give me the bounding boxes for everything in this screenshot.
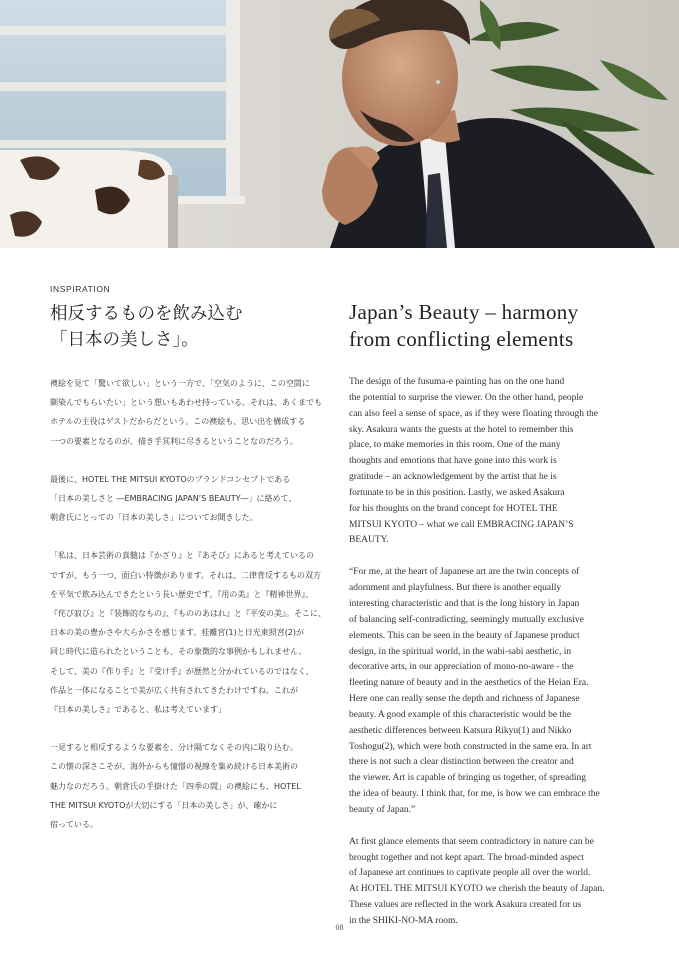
text-line: を平気で飲み込んできたという長い歴史です。『用の美』と『精神世界』、 [50, 589, 314, 599]
text-line: thoughts and emotions that have gone into this work is [349, 456, 557, 467]
text-line: 朝倉氏にとっての「日本の美しさ」についてお聞きした。 [50, 513, 258, 523]
text-line: Toshogu(2), which were both constructed in the same era. In art [349, 741, 592, 752]
text-line: there is not such a clear distinction between the creator and [349, 757, 574, 768]
title-en-line: Japan’s Beauty – harmony [349, 300, 579, 324]
text-line: “For me, at the heart of Japanese art are the twin concepts of [349, 567, 580, 578]
text-line: 馴染んでもらいたい」という想いもあわせ持っている。それは、あくまでも [50, 398, 322, 408]
text-line: 「私は、日本芸術の真髄は『かざり』と『あそび』にあると考えているの [50, 551, 314, 561]
title-english [349, 299, 639, 353]
text-line: THE MITSUI KYOTOが大切にする「日本の美しさ」が、確かに [50, 800, 278, 810]
text-line: 同じ時代に造られたということも、その象徴的な事例かもしれません。 [50, 647, 307, 657]
text-line: fortunate to be in this position. Lastly, we asked Asakura [349, 487, 565, 498]
text-line: in the SHIKI-NO-MA room. [349, 916, 458, 926]
text-line: These values are reflected in the work Asakura created for us [349, 900, 582, 911]
text-line: sky. Asakura wants the guests at the hotel to remember this [349, 424, 574, 435]
text-line: decorative arts, in our appreciation of mono-no-aware - the [349, 662, 574, 673]
text-line: この懐の深さこそが、海外からも憧憬の視線を集め続ける日本美術の [50, 762, 298, 772]
text-line: At first glance elements that seem contradictory in nature can be [349, 836, 594, 847]
english-body [349, 375, 631, 946]
text-line: 宿っている。 [50, 820, 98, 830]
text-line: fleeting nature of beauty and in the aesthetics of the Heian Era. [349, 678, 589, 689]
text-line: design, in the spiritual world, in the wabi-sabi aesthetic, in [349, 646, 572, 657]
text-line: aesthetic differences between Katsura Rikyu(1) and Nikko [349, 725, 572, 736]
text-line: The design of the fusuma-e painting has on the one hand [349, 377, 565, 387]
text-line: At HOTEL THE MITSUI KYOTO we cherish the beauty of Japan. [349, 884, 605, 895]
hero-photo [0, 0, 679, 248]
paragraph [50, 470, 332, 528]
text-line: the idea of beauty. I think that, for me, is how we can embrace the [349, 789, 600, 800]
title-ja-line: 相反するものを飲み込む [50, 304, 243, 324]
text-line: of balancing self-contradicting, seemingly mutually exclusive [349, 614, 584, 625]
text-line: MITSUI KYOTO – what we call EMBRACING JAPAN’S [349, 519, 574, 530]
page-number: 08 [335, 923, 344, 932]
section-label: INSPIRATION [50, 284, 111, 294]
text-line: 最後に、HOTEL THE MITSUI KYOTOのブランドコンセプトである [50, 474, 291, 484]
paragraph [349, 565, 631, 819]
text-line: adornment and playfulness. But there is another equally [349, 583, 562, 594]
title-japanese [50, 301, 320, 353]
paragraph [50, 546, 332, 719]
paragraph [50, 738, 332, 834]
text-line: gratitude – an acknowledgement by the artist that he is [349, 472, 557, 483]
text-line: brought together and not kept apart. The broad-minded aspect [349, 852, 584, 863]
text-line: of Japanese art continues to captivate people all over the world. [349, 868, 591, 879]
text-line: ですが、もう一つ、面白い特徴があります。それは、二律背反するもの双方 [50, 570, 322, 580]
text-line: 『日本の美しさ』であると、私は考えています」 [50, 705, 226, 715]
text-line: 一つの要素となるのが、描き手冥利に尽きるということなのだろう。 [50, 436, 298, 446]
text-line: interesting characteristic and that is the long history in Japan [349, 598, 580, 609]
text-line: place, to make memories in this room. One of the many [349, 440, 561, 451]
text-line: 『侘び寂び』と『装飾的なもの』、『もののあはれ』と『平安の美』。そこに、 [50, 609, 326, 619]
paragraph [349, 375, 631, 549]
paragraph [349, 835, 631, 930]
text-line: 作品と一体になることで美が広く共有されてきたわけですね。これが [50, 685, 298, 695]
japanese-body [50, 374, 332, 853]
text-line: beauty of Japan.” [349, 804, 416, 815]
paragraph [50, 374, 332, 451]
text-line: can also feel a sense of space, as if they were floating through the [349, 408, 599, 419]
text-line: for his thoughts on the brand concept for HOTEL THE [349, 503, 558, 514]
text-line: 一見すると相反するような要素を、分け隔てなくその内に取り込む。 [50, 743, 298, 753]
text-line: beauty. A good example of this characteristic would be the [349, 709, 572, 720]
text-line: elements. This can be seen in the beauty of Japanese product [349, 630, 580, 641]
text-line: the potential to surprise the viewer. On the other hand, people [349, 392, 584, 403]
text-line: BEAUTY. [349, 535, 389, 546]
title-ja-line: 「日本の美しさ」。 [50, 330, 199, 350]
text-line: ホテルの主役はゲストだからだという。この襖絵も、思い出を構成する [50, 417, 306, 427]
text-line: 襖絵を見て「驚いて欲しい」という一方で、「空気のように、この空間に [50, 379, 310, 388]
text-line: 「日本の美しさと ―EMBRACING JAPAN’S BEAUTY―」に絡めて、 [50, 494, 297, 504]
portrait-illustration [0, 0, 679, 248]
text-line: 魅力なのだろう。朝倉氏の手掛けた「四季の間」の襖絵にも、HOTEL [50, 781, 301, 791]
text-line: Here one can really sense the depth and richness of Japanese [349, 694, 580, 705]
text-line: 日本の美の豊かさや大らかさを感じます。桂離宮(1)と日光東照宮(2)が [50, 628, 305, 638]
title-en-line: from conflicting elements [349, 327, 574, 351]
text-line: the viewer. Art is capable of bringing us together, of spreading [349, 773, 587, 784]
text-line: そして、美の『作り手』と『受け手』が歴然と分かれているのではなく、 [50, 666, 314, 676]
